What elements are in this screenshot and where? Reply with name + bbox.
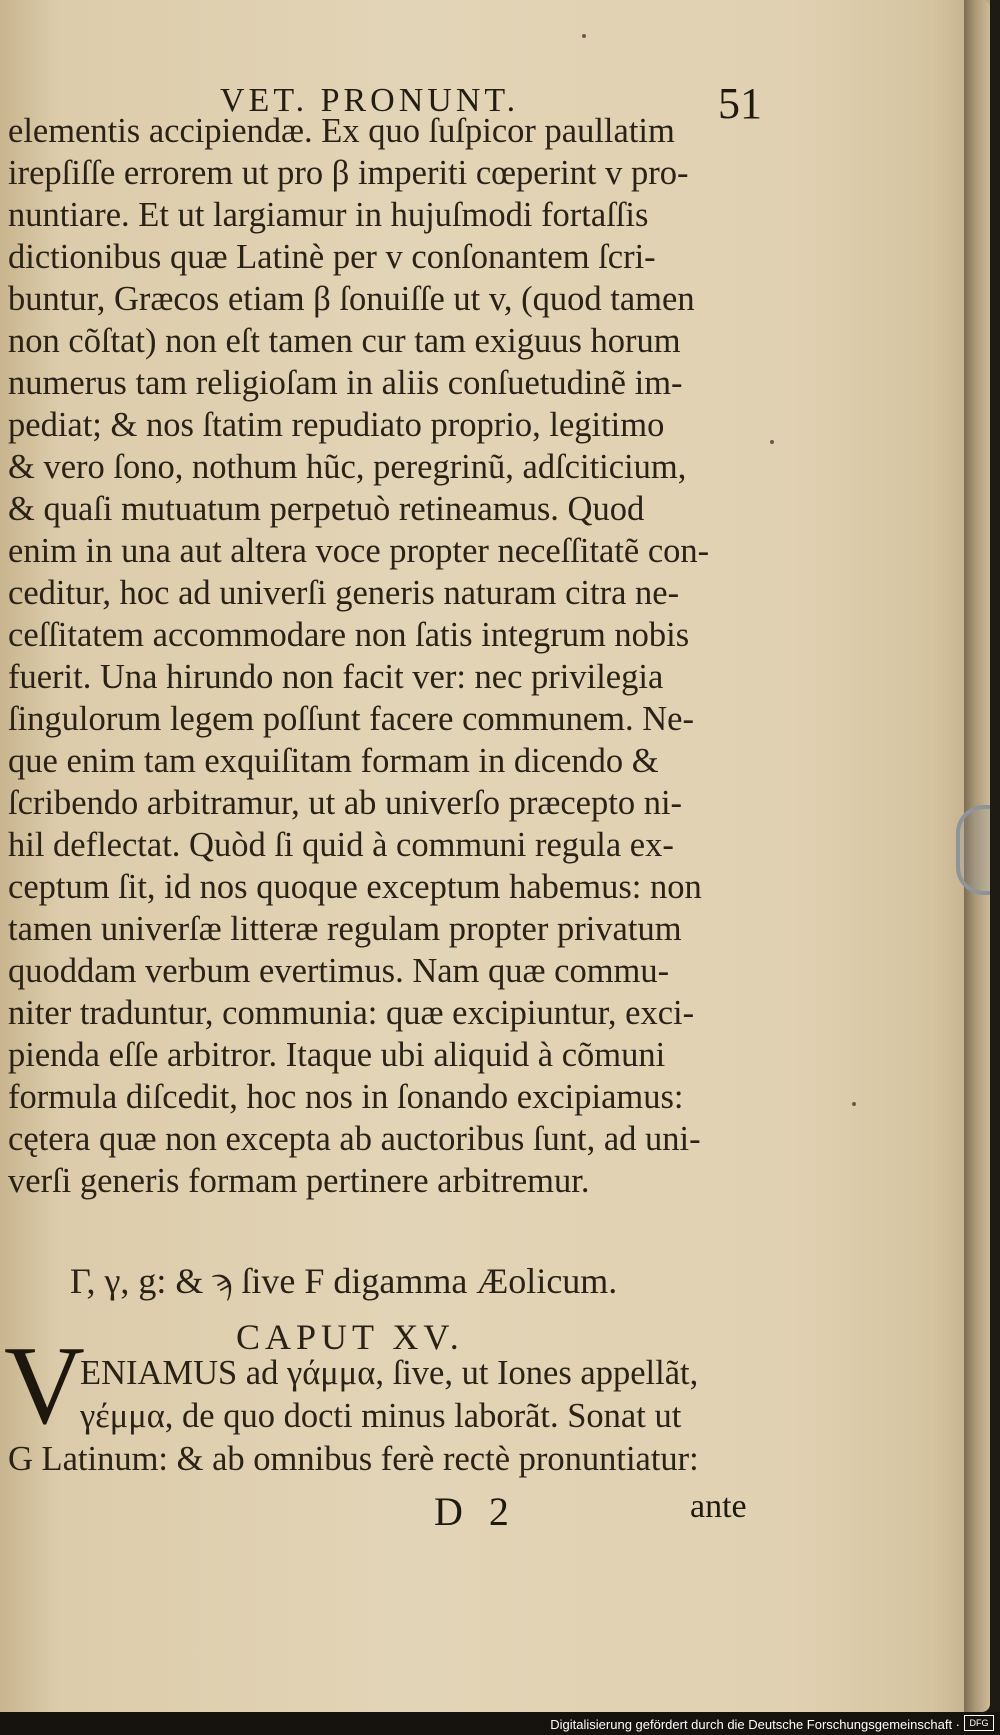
chapter-heading: CAPUT XV. [236,1317,464,1357]
text-line: G Latinum: & ab omnibus ferè rectè pronuntiatur: [8,1440,699,1478]
drop-initial: V [4,1324,85,1448]
text-line: & vero ſono, nothum hũc, peregrinũ, adſciticium, [8,448,687,486]
chapter-text [8,1352,758,1481]
running-header: VET. PRONUNT. [220,82,520,119]
text-line: ENIAMUS ad γάμμα, ſive, ut Iones appellãt, [80,1354,699,1392]
main-text [8,110,756,1202]
text-line: enim in una aut altera voce propter neceſſitatẽ con- [8,532,710,570]
text-line: ſcribendo arbitramur, ut ab univerſo præcepto ni- [8,784,683,822]
paper-clip [956,805,990,895]
text-line: niter traduntur, communia: quæ excipiuntur, exci- [8,994,695,1032]
text-line: ceptum ſit, id nos quoque exceptum habemus: non [8,868,702,906]
page-number: 51 [718,79,762,128]
text-line: verſi generis formam pertinere arbitremur. [8,1162,590,1200]
text-line: pediat; & nos ſtatim repudiato proprio, legitimo [8,406,665,444]
text-line: ceſſitatem accommodare non ſatis integrum nobis [8,616,690,654]
signature-mark: D 2 [434,1489,517,1534]
paper-speck [852,1102,856,1106]
text-line: nuntiare. Et ut largiamur in hujuſmodi fortaſſis [8,196,649,234]
text-line: & quaſi mutuatum perpetuò retineamus. Quod [8,490,645,528]
text-line: formula diſcedit, hoc nos in ſonando excipiamus: [8,1078,684,1116]
text-line: cętera quæ non excepta ab auctoribus ſunt, ad uni- [8,1120,701,1158]
text-line: buntur, Græcos etiam β ſonuiſſe ut v, (quod tamen [8,280,695,318]
text-line: non cõſtat) non eſt tamen cur tam exiguus horum [8,322,681,360]
section-subhead: Γ, γ, g: & ϡ ſive F digamma Æolicum. [70,1261,618,1301]
dfg-logo: DFG [964,1715,994,1731]
text-line: dictionibus quæ Latinè per v conſonantem ſcri- [8,238,656,276]
credit-bar [0,1712,1000,1735]
text-line: pienda eſſe arbitror. Itaque ubi aliquid à cõmuni [8,1036,666,1074]
text-line: ſingulorum legem poſſunt facere communem. Ne- [8,700,694,738]
text-line: irepſiſſe errorem ut pro β imperiti cœperint v pro- [8,154,689,192]
paper-speck [582,34,586,38]
text-line: elementis accipiendæ. Ex quo ſuſpicor paullatim [8,112,675,150]
text-line: ceditur, hoc ad univerſi generis naturam citra ne- [8,574,680,612]
text-line: fuerit. Una hirundo non facit ver: nec privilegia [8,658,664,696]
text-line: γέμμα, de quo docti minus laborãt. Sonat ut [80,1397,682,1435]
text-line: tamen univerſæ litteræ regulam propter privatum [8,910,682,948]
paper-speck [770,440,774,444]
credit-text: Digitalisierung gefördert durch die Deutsche Forschungsgemeinschaft · [550,1717,960,1732]
text-line: numerus tam religioſam in aliis conſuetudinẽ im- [8,364,683,402]
text-line: quoddam verbum evertimus. Nam quæ commu- [8,952,670,990]
catchword: ante [690,1488,747,1525]
text-line: hil deflectat. Quòd ſi quid à communi regula ex- [8,826,674,864]
text-line: que enim tam exquiſitam formam in dicendo & [8,742,659,780]
